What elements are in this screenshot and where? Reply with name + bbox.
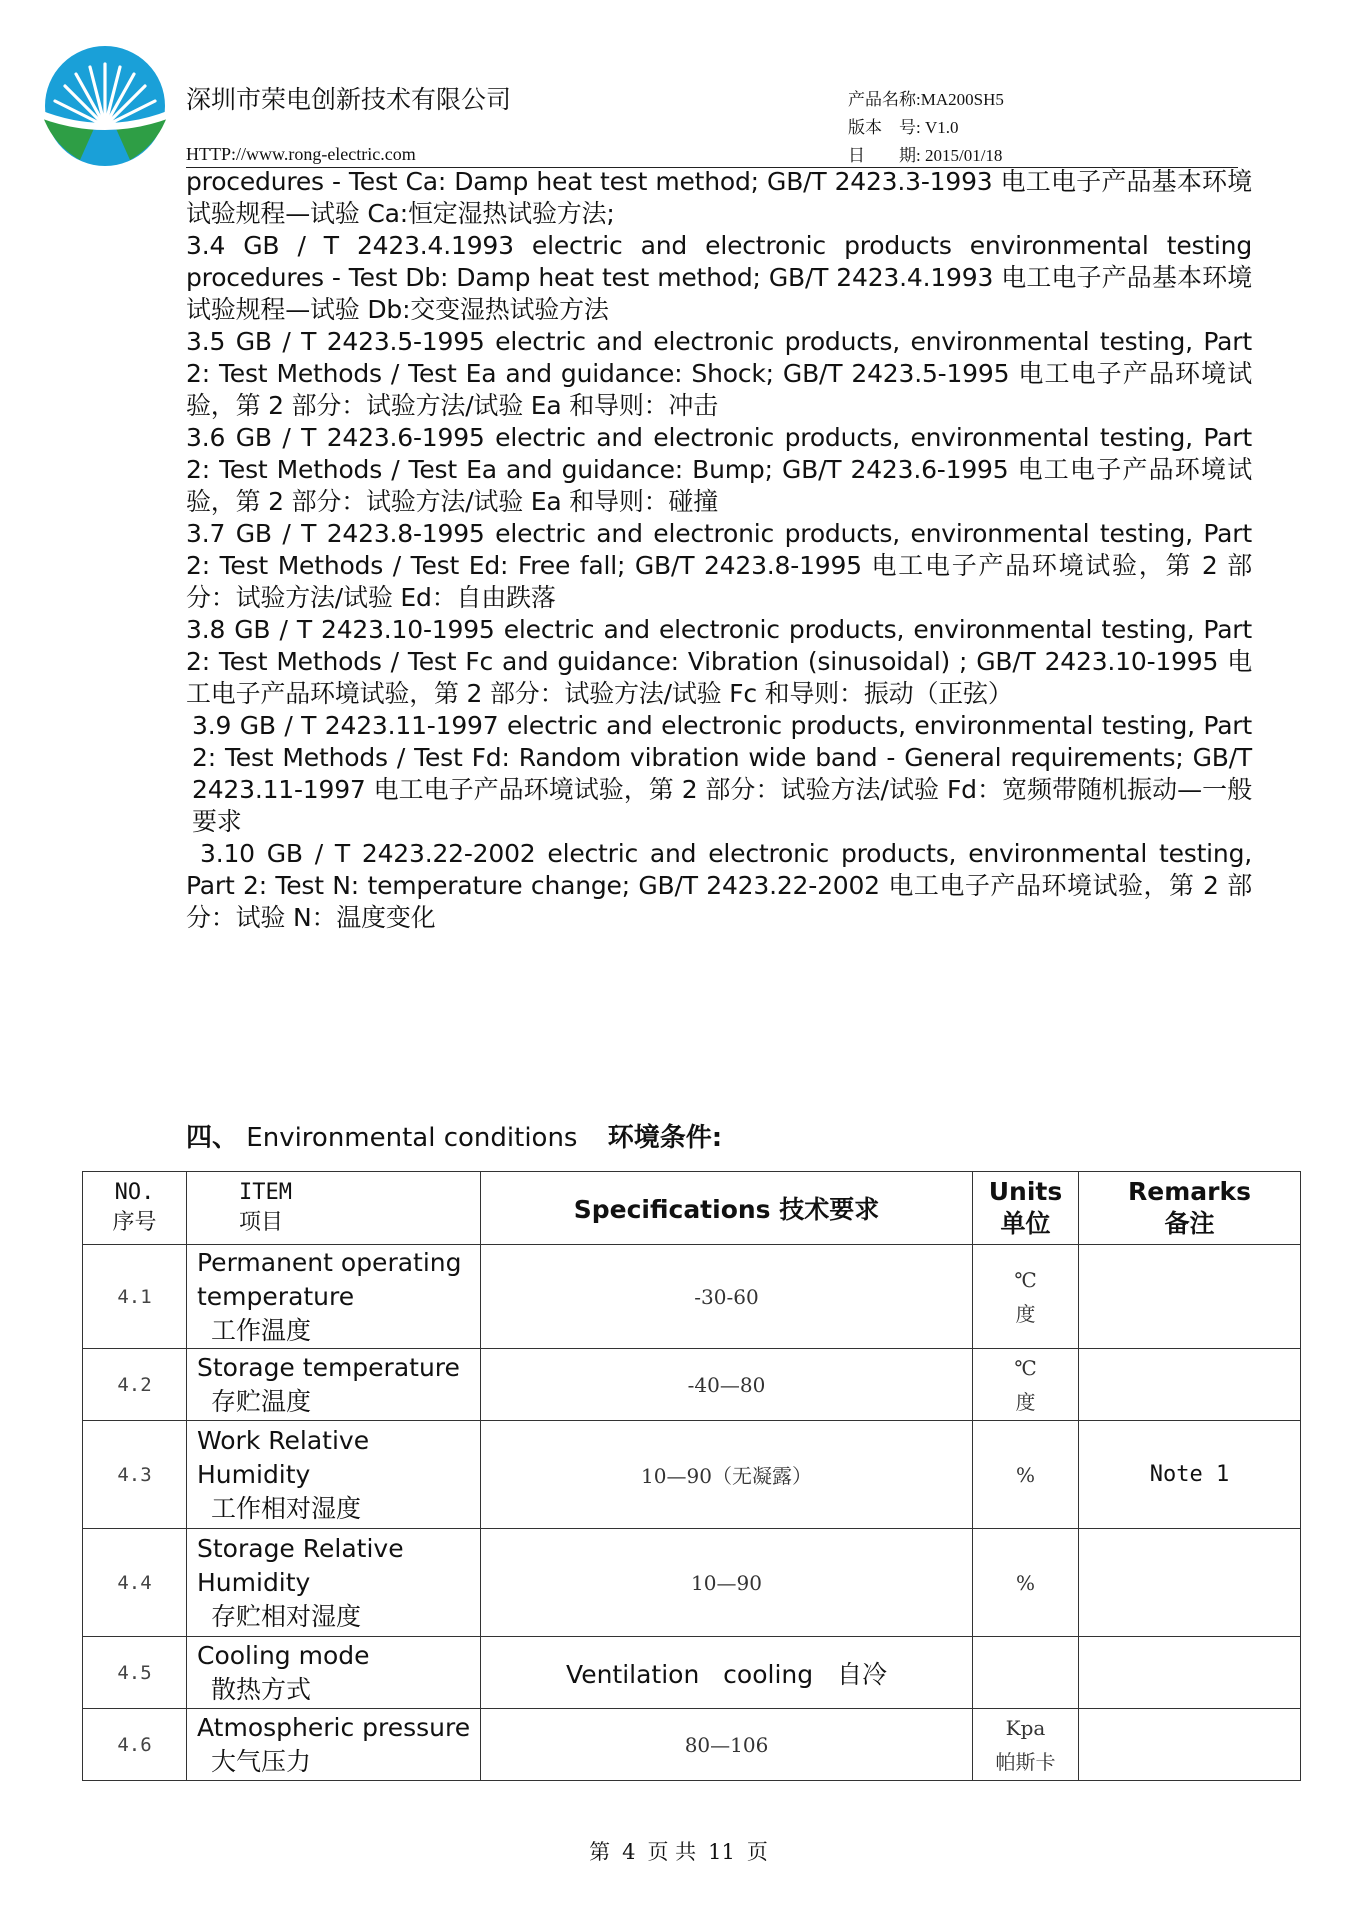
date-value: 2015/01/18 [924, 146, 1003, 165]
paragraph-3-4: 3.4 GB / T 2423.4.1993 electric and electronic products environmental testing procedures - Test Db: Damp heat test method; GB/T 2423.4.1993 电工电子产品基本环境试验规程—试验 Db:交变湿热试验方法 [186, 231, 1252, 324]
section-number: 四、 [186, 1123, 239, 1153]
standards-list [186, 166, 1252, 934]
section-title-en: Environmental conditions [246, 1123, 578, 1153]
table-row: 4.5 Cooling mode 散热方式 Ventilation cooling 自冷 [83, 1637, 1301, 1709]
paragraph-3-8: 3.8 GB / T 2423.10-1995 electric and electronic products, environmental testing, Part 2: Test Methods / Test Fc and guidance: Vibration (sinusoidal) ; GB/T 2423.10-1995 电工电子产品环境试验，第 2 部分：试验方法/试验 Fc 和导则：振动（正弦） [186, 615, 1252, 708]
paragraph-3-10: 3.10 GB / T 2423.22-2002 electric and electronic products, environmental testing, Part 2: Test N: temperature change; GB/T 2423.22-2002 电工电子产品环境试验，第 2 部分：试验 N：温度变化 [186, 839, 1252, 932]
environment-table [82, 1171, 1301, 1781]
table-row: 4.2 Storage temperature 存贮温度 -40—80 ℃ 度 [83, 1349, 1301, 1421]
company-url: HTTP://www.rong-electric.com [186, 144, 416, 164]
paragraph-3-3-cont: procedures - Test Ca: Damp heat test method; GB/T 2423.3-1993 电工电子产品基本环境试验规程—试验 Ca:恒定湿热试验方法; [186, 167, 1252, 228]
paragraph-3-6: 3.6 GB / T 2423.6-1995 electric and electronic products, environmental testing, Part 2: Test Methods / Test Ea and guidance: Bump; GB/T 2423.6-1995 电工电子产品环境试验，第 2 部分：试验方法/试验 Ea 和导则：碰撞 [186, 423, 1252, 516]
product-name-value: MA200SH5 [920, 90, 1004, 109]
header-spec: Specifications 技术要求 [481, 1172, 973, 1245]
version-row: 版本 号: V1.0 [848, 118, 959, 137]
product-name-row: 产品名称:MA200SH5 [848, 90, 1004, 109]
header-no: NO. 序号 [83, 1172, 187, 1245]
paragraph-3-9: 3.9 GB / T 2423.11-1997 electric and electronic products, environmental testing, Part 2: Test Methods / Test Fd: Random vibration wide band - General requirements; GB/T 2423.11-1997 电工电子产品环境试验，第 2 部分：试验方法/试验 Fd：宽频带随机振动—一般要求 [192, 711, 1252, 836]
date-row: 日 期: 2015/01/18 [848, 146, 1003, 165]
header-remarks: Remarks 备注 [1079, 1172, 1301, 1245]
table-header-row [83, 1172, 1301, 1245]
section-title-zh: 环境条件: [607, 1123, 723, 1153]
paragraph-3-5: 3.5 GB / T 2423.5-1995 electric and electronic products, environmental testing, Part 2: Test Methods / Test Ea and guidance: Shock; GB/T 2423.5-1995 电工电子产品环境试验，第 2 部分：试验方法/试验 Ea 和导则：冲击 [186, 327, 1252, 420]
header-item: ITEM 项目 [187, 1172, 481, 1245]
table-row: 4.6 Atmospheric pressure 大气压力 80—106 Kpa 帕斯卡 [83, 1709, 1301, 1781]
table-row: 4.3 Work Relative Humidity 工作相对湿度 10—90（无凝露） % Note 1 [83, 1421, 1301, 1529]
paragraph-3-7: 3.7 GB / T 2423.8-1995 electric and electronic products, environmental testing, Part 2: Test Methods / Test Ed: Free fall; GB/T 2423.8-1995 电工电子产品环境试验，第 2 部分：试验方法/试验 Ed：自由跌落 [186, 519, 1252, 612]
page-number: 4 [622, 1840, 636, 1864]
section-title [186, 1117, 722, 1154]
company-logo [40, 44, 170, 174]
page-total: 11 [708, 1840, 735, 1864]
company-name: 深圳市荣电创新技术有限公司 [186, 85, 512, 114]
version-value: V1.0 [924, 118, 959, 137]
header-units: Units 单位 [973, 1172, 1079, 1245]
page-footer: 第 4 页 共 11 页 [589, 1840, 768, 1864]
doc-meta [848, 86, 1004, 170]
table-row: 4.1 Permanent operating temperature 工作温度 -30-60 ℃ 度 [83, 1245, 1301, 1349]
table-row: 4.4 Storage Relative Humidity 存贮相对湿度 10—90 % [83, 1529, 1301, 1637]
